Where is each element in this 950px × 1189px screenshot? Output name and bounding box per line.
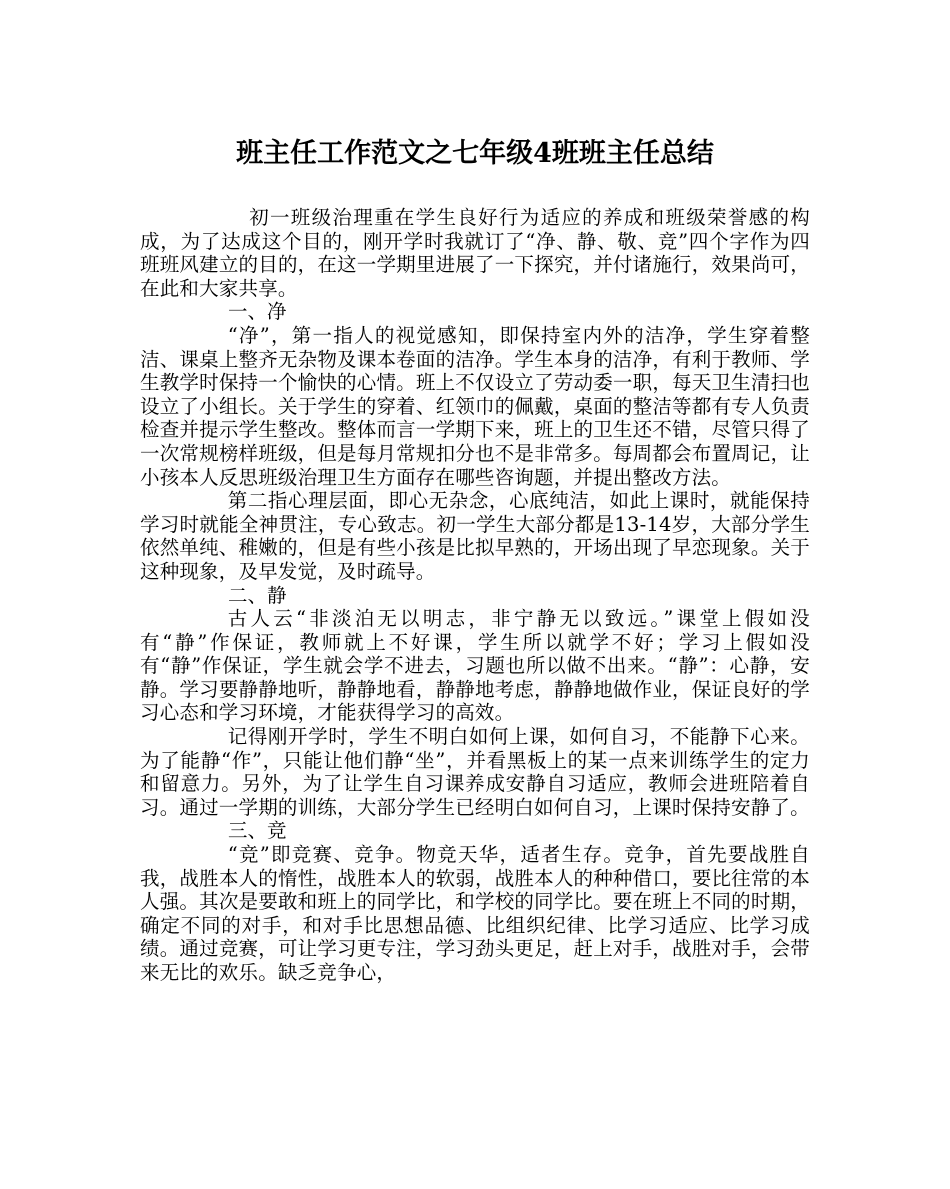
paragraph-quiet-2: 记得刚开学时，学生不明白如何上课，如何自习，不能静下心来。为了能静“作”，只能让他们静“坐”，并看黑板上的某一点来训练学生的定力和留意力。另外，为了让学生自习课养成安静自习适应，教师会进班陪着自习。通过一学期的训练，大部分学生已经明白如何自习，上课时保持安静了。 <box>140 725 810 819</box>
section-heading-jing-quiet: 二、静 <box>228 583 287 607</box>
paragraph-clean-1: “净”，第一指人的视觉感知，即保持室内外的洁净，学生穿着整洁、课桌上整齐无杂物及课本卷面的洁净。学生本身的洁净，有利于教师、学生教学时保持一个愉快的心情。班上不仅设立了劳动委一职，每天卫生清扫也设立了小组长。关于学生的穿着、红领巾的佩戴，桌面的整洁等都有专人负责检查并提示学生整改。整体而言一学期下来，班上的卫生还不错，尽管只得了一次常规榜样班级，但是每月常规扣分也不是非常多。每周都会布置周记，让小孩本人反思班级治理卫生方面存在哪些咨询题，并提出整改方法。 <box>140 323 810 489</box>
document-title: 班主任工作范文之七年级4班班主任总结 <box>236 138 714 169</box>
paragraph-quiet-1: 古人云“非淡泊无以明志，非宁静无以致远。”课堂上假如没有“静”作保证，教师就上不好课，学生所以就学不好；学习上假如没有“静”作保证，学生就会学不进去，习题也所以做不出来。“静”：心静，安静。学习要静静地听，静静地看，静静地考虑，静静地做作业，保证良好的学习心态和学习环境，才能获得学习的高效。 <box>140 607 810 725</box>
document-body <box>140 206 810 985</box>
paragraph-clean-2: 第二指心理层面，即心无杂念，心底纯洁，如此上课时，就能保持学习时就能全神贯注，专心致志。初一学生大部分都是13-14岁，大部分学生依然单纯、稚嫩的，但是有些小孩是比拟早熟的，开场出现了早恋现象。关于这种现象，及早发觉，及时疏导。 <box>140 489 810 583</box>
section-heading-jing-clean: 一、净 <box>228 300 287 324</box>
section-heading-jing-compete: 三、竞 <box>228 819 287 843</box>
paragraph-intro: 初一班级治理重在学生良好行为适应的养成和班级荣誉感的构成，为了达成这个目的，刚开学时我就订了“净、静、敬、竞”四个字作为四班班风建立的目的，在这一学期里进展了一下探究，并付诸施行，效果尚可，在此和大家共享。 <box>140 206 810 300</box>
paragraph-compete-1: “竞”即竞赛、竞争。物竞天华，适者生存。竞争，首先要战胜自我，战胜本人的惰性，战胜本人的软弱，战胜本人的种种借口，要比往常的本人强。其次是要敢和班上的同学比，和学校的同学比。要在班上不同的时期，确定不同的对手，和对手比思想品德、比组织纪律、比学习适应、比学习成绩。通过竞赛，可让学习更专注，学习劲头更足，赶上对手，战胜对手，会带来无比的欢乐。缺乏竞争心， <box>140 843 810 984</box>
